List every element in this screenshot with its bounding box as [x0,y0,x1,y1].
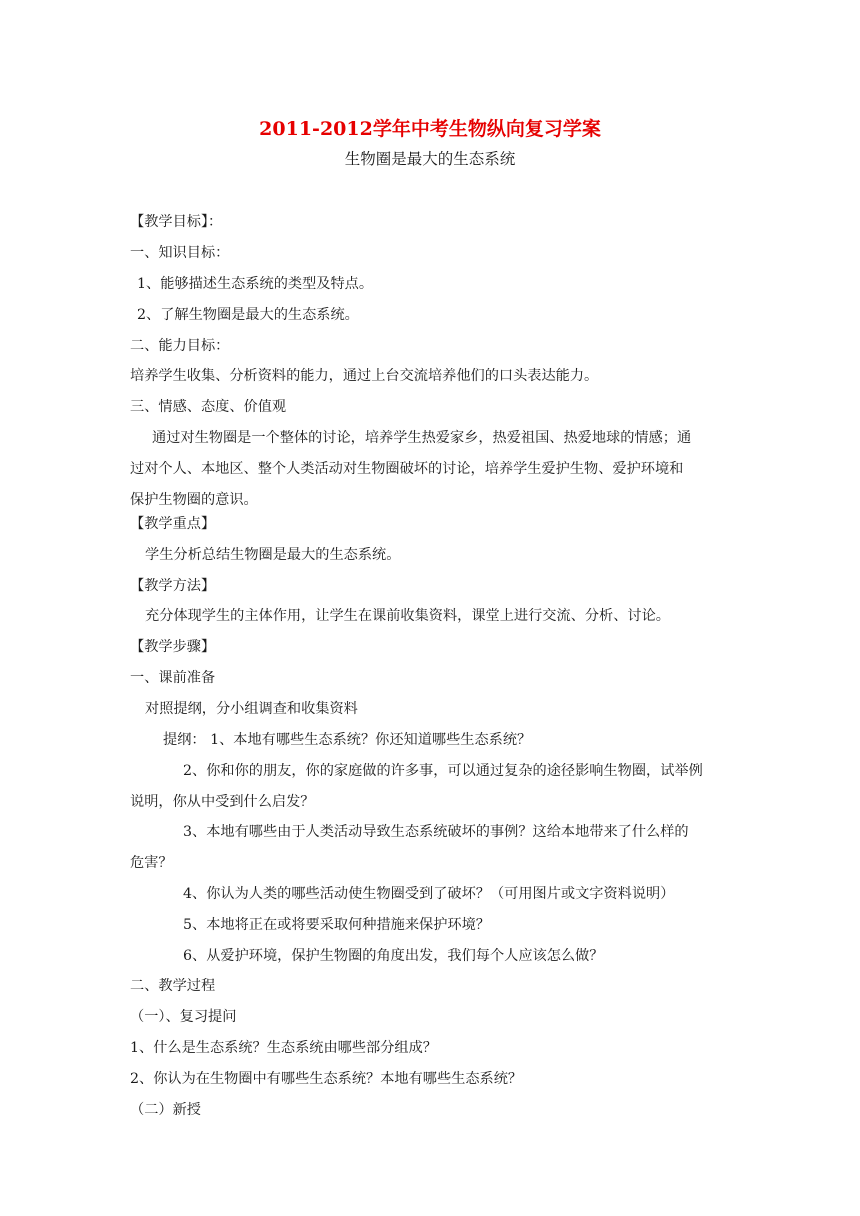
heading-knowledge-objectives: 一、知识目标： [130,245,230,261]
knowledge-item-1: 1、能够描述生态系统的类型及特点。 [137,276,374,292]
outline-item-3-line-1: 3、本地有哪些由于人类活动导致生态系统破坏的事例？这给本地带来了什么样的 [183,824,689,840]
heading-review-questions: （一）、复习提问 [130,1009,237,1025]
review-question-1: 1、什么是生态系统？生态系统由哪些部分组成？ [130,1040,437,1056]
emotion-text-line-1: 通过对生物圈是一个整体的讨论，培养学生热爱家乡，热爱祖国、热爱地球的情感；通 [152,430,692,446]
section-heading-objectives: 【教学目标】： [130,214,223,230]
methods-text: 充分体现学生的主体作用，让学生在课前收集资料，课堂上进行交流、分析、讨论。 [145,608,670,624]
emotion-text-line-2: 过对个人、本地区、整个人类活动对生物圈破坏的讨论，培养学生爱护生物、爱护环境和 [130,461,684,477]
ability-text: 培养学生收集、分析资料的能力，通过上台交流培养他们的口头表达能力。 [130,368,599,384]
document-subtitle: 生物圈是最大的生态系统 [344,150,516,168]
knowledge-item-2: 2、了解生物圈是最大的生态系统。 [137,307,359,323]
pre-class-text: 对照提纲，分小组调查和收集资料 [145,701,358,717]
outline-item-2-line-1: 2、你和你的朋友，你的家庭做的许多事，可以通过复杂的途径影响生物圈，试举例 [183,763,703,779]
section-heading-key-points: 【教学重点】 [130,516,216,532]
document-title: 2011-2012学年中考生物纵向复习学案 [259,118,601,140]
outline-item-2-line-2: 说明，你从中受到什么启发？ [130,794,315,810]
heading-emotion-attitude: 三、情感、态度、价值观 [130,399,287,415]
outline-item-5: 5、本地将正在或将要采取何种措施来保护环境？ [183,917,490,933]
heading-teaching-process: 二、教学过程 [130,978,216,994]
heading-ability-objectives: 二、能力目标： [130,338,230,354]
section-heading-methods: 【教学方法】 [130,578,216,594]
outline-item-6: 6、从爱护环境，保护生物圈的角度出发，我们每个人应该怎么做？ [183,948,604,964]
outline-item-3-line-2: 危害？ [130,855,173,871]
review-question-2: 2、你认为在生物圈中有哪些生态系统？本地有哪些生态系统？ [130,1071,523,1087]
key-points-text: 学生分析总结生物圈是最大的生态系统。 [145,547,401,563]
outline-item-4: 4、你认为人类的哪些活动使生物圈受到了破坏？（可用图片或文字资料说明） [183,886,675,902]
heading-new-lesson: （二）新授 [130,1102,201,1118]
outline-item-1: 提纲： 1、本地有哪些生态系统？你还知道哪些生态系统？ [163,732,532,748]
section-heading-steps: 【教学步骤】 [130,639,216,655]
emotion-text-line-3: 保护生物圈的意识。 [130,492,258,508]
heading-pre-class: 一、课前准备 [130,670,216,686]
